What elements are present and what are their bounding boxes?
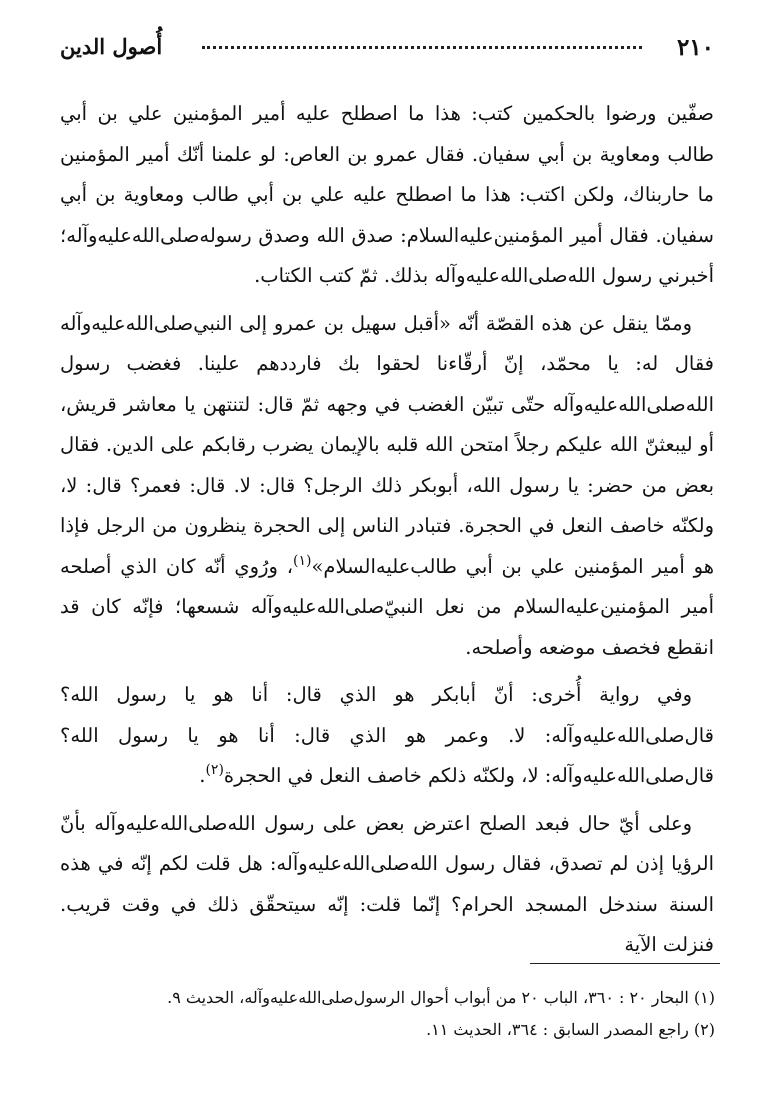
paragraph-text: وعلى أيّ حال فبعد الصلح اعترض بعض على رسول الله‌صلى‌الله‌عليه‌وآله بأنّ الرؤيا إذن لم تصدق، فقال رسول الله‌صلى‌الله‌عليه‌وآله: هل قلت لكم إنّه في هذه السنة سندخل المسجد الحرام؟ إنّما قلت: إنّه سيتحقّق ذلك في وقت قريب. فنزلت الآية (60, 811, 714, 956)
paragraph (60, 94, 714, 297)
footnote-reference[interactable]: (٢) (205, 762, 224, 778)
paragraph (60, 675, 714, 797)
body-text (60, 94, 714, 966)
page-header (60, 28, 714, 76)
book-page (60, 28, 714, 973)
page-number: ٢١٠ (676, 34, 714, 61)
paragraph-text: . (199, 764, 206, 787)
footnotes (61, 982, 715, 1046)
footnote-reference[interactable]: (١) (293, 552, 312, 569)
paragraph (60, 804, 714, 966)
paragraph-text: ، ورُوي أنّه كان الذي أصلحه أمير المؤمنين‌عليه‌السلام من نعل النبيّ‌صلى‌الله‌عليه‌وآله شسعها؛ فإنّه كان قد انقطع فخصف موضعه وأصلحه. (60, 554, 714, 659)
paragraph (60, 304, 714, 669)
paragraph-text: صفّين ورضوا بالحكمين كتب: هذا ما اصطلح عليه أمير المؤمنين علي بن أبي طالب ومعاوية بن أبي سفيان. فقال عمرو بن العاص: لو علمنا أنّك أمير المؤمنين ما حاربناك، ولكن اكتب: هذا ما اصطلح عليه علي بن أبي طالب ومعاوية بن أبي سفيان. فقال أمير المؤمنين‌عليه‌السلام: صدق الله وصدق رسوله‌صلى‌الله‌عليه‌وآله؛ أخبرني رسول الله‌صلى‌الله‌عليه‌وآله بذلك. ثمّ كتب الكتاب. (60, 102, 714, 287)
footnote-separator (530, 963, 720, 964)
header-dotted-leader (202, 46, 642, 49)
paragraph-text: وممّا ينقل عن هذه القصّة أنّه «أقبل سهيل بن عمرو إلى النبي‌صلى‌الله‌عليه‌وآله فقال له: يا محمّد، إنّ أرقّاءنا لحقوا بك فارددهم علينا. فغضب رسول الله‌صلى‌الله‌عليه‌وآله حتّى تبيّن الغضب في وجهه ثمّ قال: لتنتهن يا معاشر قريش، أو ليبعثنّ الله عليكم رجلاً امتحن الله قلبه بالإيمان يضرب رقابكم على الدين. فقال بعض من حضر: يا رسول الله، أبوبكر ذلك الرجل؟ قال: لا. قال: فعمر؟ قال: لا، ولكنّه خاصف النعل في الحجرة. فتبادر الناس إلى الحجرة ينظرون من الرجل فإذا هو أمير المؤمنين علي بن أبي طالب‌عليه‌السلام» (60, 311, 714, 578)
footnote: (٢) راجع المصدر السابق : ٣٦٤، الحديث ١١. (426, 1020, 715, 1039)
book-title: أُصول الدين (60, 34, 163, 59)
footnote: (١) البحار ٢٠ : ٣٦٠، الباب ٢٠ من أبواب أحوال الرسول‌صلى‌الله‌عليه‌وآله، الحديث ٩. (167, 988, 715, 1007)
paragraph-text: وفي رواية أُخرى: أنّ أبابكر هو الذي قال: أنا هو يا رسول الله؟ قال‌صلى‌الله‌عليه‌وآله: لا. وعمر هو الذي قال: أنا هو يا رسول الله؟ قال‌صلى‌الله‌عليه‌وآله: لا، ولكنّه ذلكم خاصف النعل في الحجرة (60, 683, 714, 787)
